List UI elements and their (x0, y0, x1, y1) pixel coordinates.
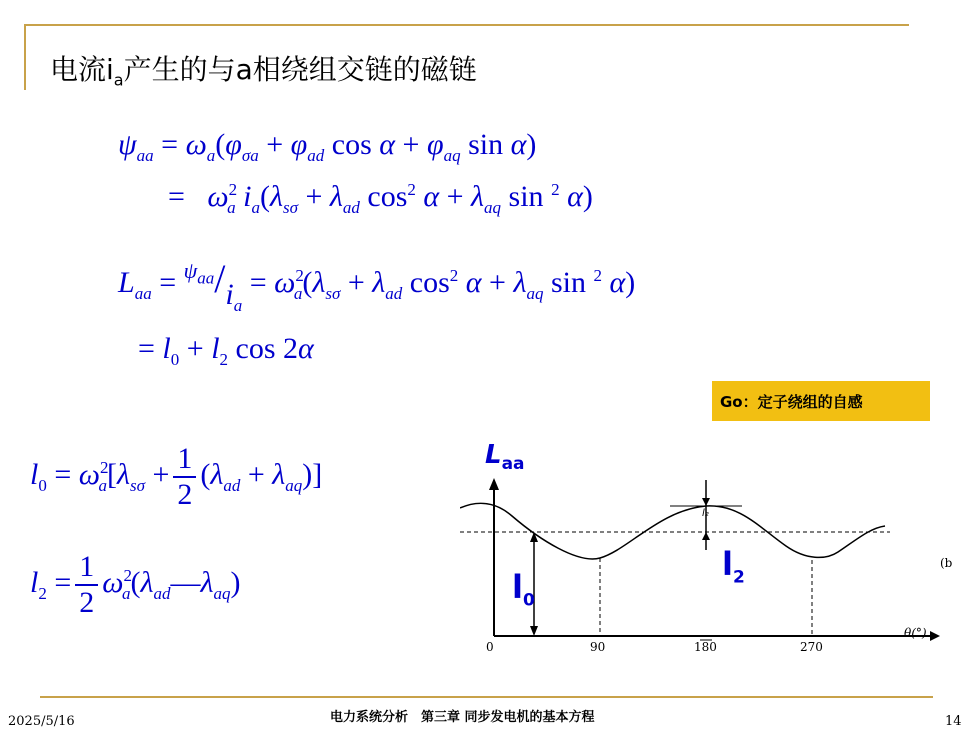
y-axis-arrow (489, 478, 499, 490)
equation-psi-aa: $\psi_{aa} = \omega_a(\varphi_{\sigma a} + \varphi_{ad}$ $\cos \alpha + \varphi_{aq}$ sin α) (118, 128, 537, 165)
equation-l-aa: $L_{aa} = ^{\psi_{aa}}/i_a = \omega^2_a(\lambda_{s\sigma} + \lambda_{ad}$ $\cos^2 \alpha + \lambda_{aq}$ sin $^2$ α) (118, 256, 636, 315)
y-axis-label: $L_{aa}$ (485, 440, 525, 475)
l0-label: $l_0$ (512, 568, 535, 611)
footer-course: 电力系统分析 第三章 同步发电机的基本方程 (330, 710, 595, 725)
slide-title: 电流$i_a$产生的与a相绕组交链的磁链 (50, 53, 477, 90)
x-axis-arrow (930, 631, 940, 641)
tick-0: 0 (486, 640, 494, 654)
top-rule (24, 24, 909, 26)
equation-l-aa-short: = $l_0 + l_2$ cos 2α (138, 332, 314, 369)
laa-curve (460, 503, 885, 559)
bottom-rule (40, 696, 933, 698)
side-mark: (b (940, 556, 953, 570)
x-axis-label: θ(°) (904, 626, 927, 640)
equation-l0: $l_0 = \omega^2_a[\lambda_{s\sigma}$ + $\frac{1}{2}$ $(\lambda_{ad} + \lambda_{aq})$] (30, 442, 323, 511)
small-l2-mark: l₂ (702, 508, 709, 519)
tick-270: 270 (800, 640, 823, 654)
tick-180: 180 (694, 640, 717, 654)
tick-90: 90 (590, 640, 606, 654)
go-link-badge[interactable]: Go：定子绕组的自感 (712, 381, 930, 421)
left-rule (24, 24, 26, 90)
footer-date: 2025/5/16 (8, 714, 75, 729)
equation-l2: $l_2$ = $\frac{1}{2}$ $\omega^2_a(\lambda_{ad}—\lambda_{aq})$ (30, 550, 241, 619)
equation-psi-aa-expanded: = $\omega^2_a$ $i_a(\lambda_{s\sigma} + \lambda_{ad}$ $\cos^2 \alpha + \lambda_{aq}$ sin $^2$ α) (168, 180, 593, 217)
laa-graph (460, 440, 940, 660)
footer-page-number: 14 (945, 714, 962, 729)
l2-label: $l_2$ (722, 545, 745, 588)
